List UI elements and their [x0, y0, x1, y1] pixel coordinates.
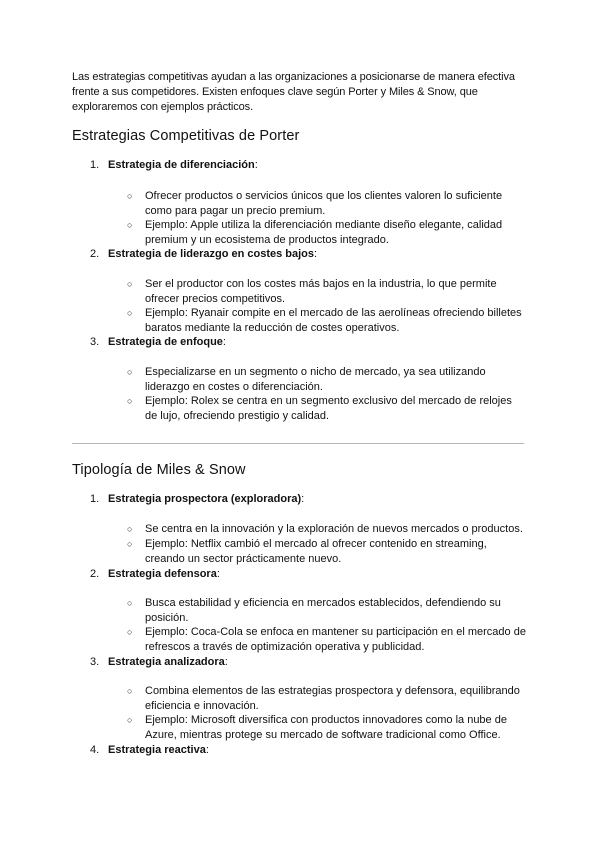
circle-bullet-icon: ○ [127, 539, 133, 549]
circle-bullet-icon: ○ [127, 686, 133, 696]
intro-paragraph: Las estrategias competitivas ayudan a las organizaciones a posicionarse de manera efectiva frente a sus competidores. Existen enfoques clave según Porter y Miles & Snow, que exploraremos con ejemplos prácticos. [72, 71, 515, 113]
porter-item-3-bullet-2: ○ Ejemplo: Rolex se centra en un segmento exclusivo del mercado de relojes de lujo, ofreciendo prestigio y calidad. [127, 395, 512, 422]
circle-bullet-icon: ○ [127, 598, 133, 608]
circle-bullet-icon: ○ [127, 627, 133, 637]
circle-bullet-icon: ○ [127, 396, 133, 406]
porter-item-2-bullet-1: ○ Ser el productor con los costes más bajos en la industria, lo que permite ofrecer precios competitivos. [127, 278, 497, 305]
miles-item-4: 4. Estrategia reactiva: [90, 744, 209, 756]
miles-item-2-bullet-1: ○ Busca estabilidad y eficiencia en mercados establecidos, defendiendo su posición. [127, 597, 501, 624]
circle-bullet-icon: ○ [127, 308, 133, 318]
miles-heading: Tipología de Miles & Snow [72, 462, 246, 478]
miles-item-3-bullet-1: ○ Combina elementos de las estrategias prospectora y defensora, equilibrando eficiencia e innovación. [127, 685, 520, 712]
porter-heading: Estrategias Competitivas de Porter [72, 128, 300, 144]
circle-bullet-icon: ○ [127, 715, 133, 725]
porter-item-3-bullet-1: ○ Especializarse en un segmento o nicho de mercado, ya sea utilizando liderazgo en costes o diferenciación. [127, 366, 486, 393]
miles-item-2-bullet-2: ○ Ejemplo: Coca-Cola se enfoca en mantener su participación en el mercado de refrescos a través de optimización operativa y publicidad. [127, 626, 526, 653]
porter-item-1-bullet-2: ○ Ejemplo: Apple utiliza la diferenciación mediante diseño elegante, calidad premium y un ecosistema de productos integrado. [127, 219, 503, 246]
porter-item-1: 1. Estrategia de diferenciación: [90, 159, 258, 171]
miles-item-2: 2. Estrategia defensora: [90, 568, 220, 580]
miles-item-1-bullet-2: ○ Ejemplo: Netflix cambió el mercado al ofrecer contenido en streaming, creando un sector prácticamente nuevo. [127, 538, 487, 565]
porter-item-2-bullet-2: ○ Ejemplo: Ryanair compite en el mercado de las aerolíneas ofreciendo billetes baratos mediante la reducción de costes operativos. [127, 307, 522, 334]
circle-bullet-icon: ○ [127, 524, 133, 534]
miles-item-1-bullet-1: ○ Se centra en la innovación y la exploración de nuevos mercados o productos. [127, 523, 523, 535]
circle-bullet-icon: ○ [127, 279, 133, 289]
miles-item-3-bullet-2: ○ Ejemplo: Microsoft diversifica con productos innovadores como la nube de Azure, mientras protege su mercado de software tradicional como Office. [127, 714, 507, 741]
horizontal-divider [72, 443, 524, 444]
circle-bullet-icon: ○ [127, 191, 133, 201]
circle-bullet-icon: ○ [127, 220, 133, 230]
miles-item-3: 3. Estrategia analizadora: [90, 656, 228, 668]
circle-bullet-icon: ○ [127, 367, 133, 377]
miles-item-1: 1. Estrategia prospectora (exploradora): [90, 493, 305, 505]
porter-item-3: 3. Estrategia de enfoque: [90, 336, 226, 348]
porter-item-1-bullet-1: ○ Ofrecer productos o servicios únicos que los clientes valoren lo suficiente como para pagar un precio premium. [127, 190, 503, 217]
porter-item-2: 2. Estrategia de liderazgo en costes bajos: [90, 248, 318, 260]
